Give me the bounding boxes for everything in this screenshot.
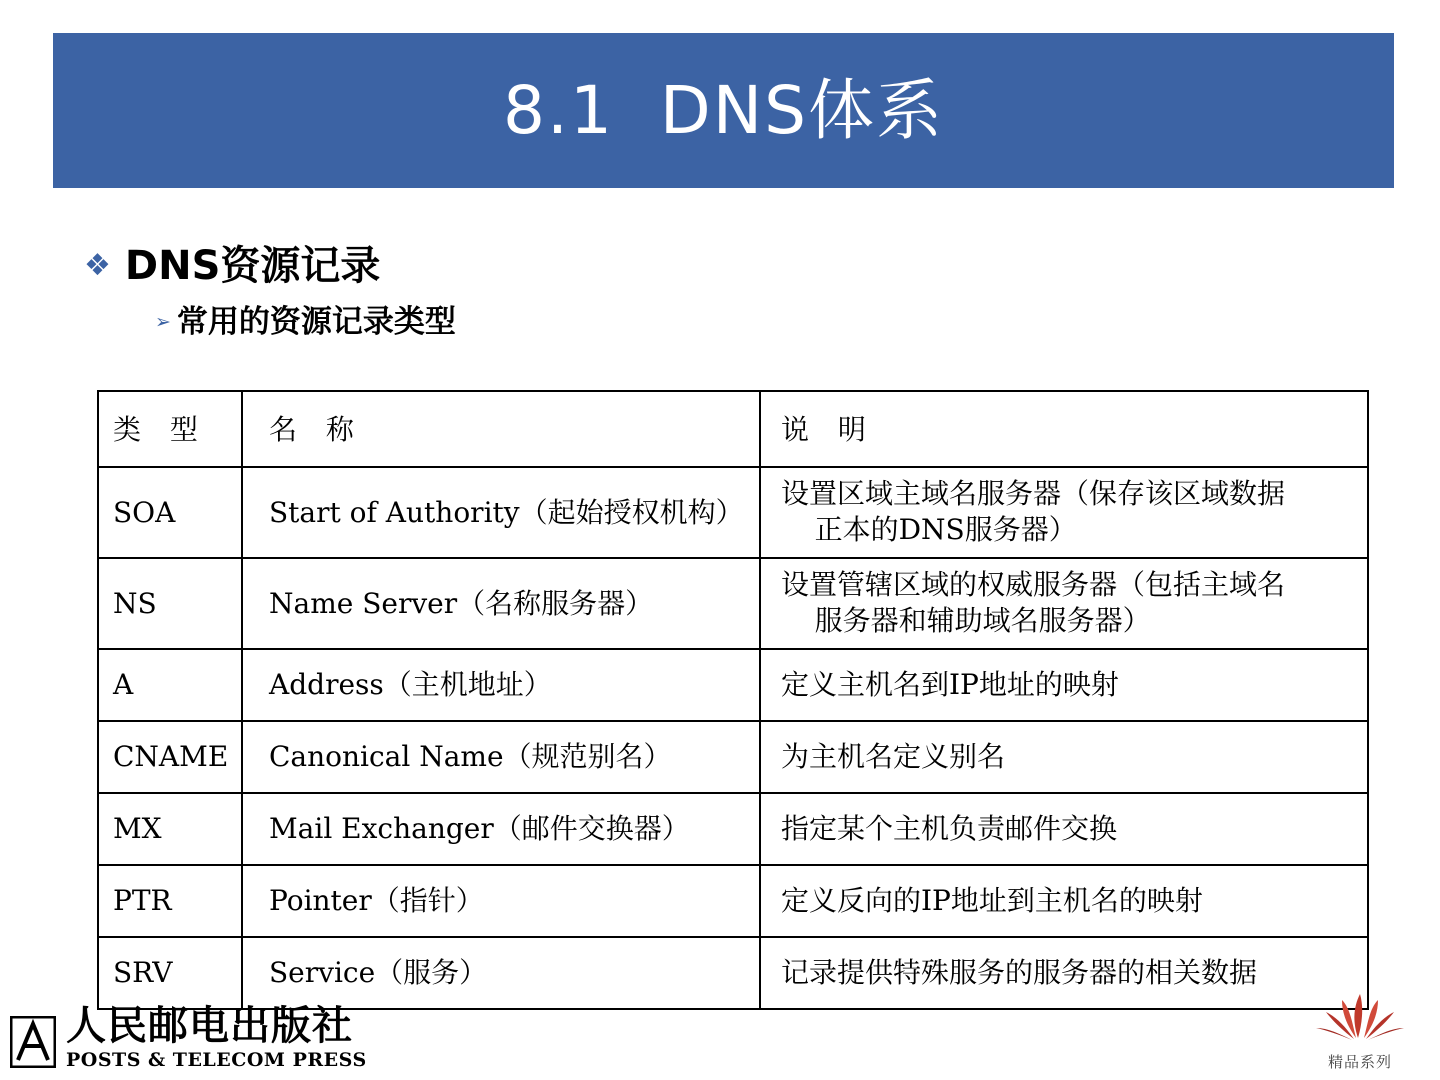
- table-row: [98, 865, 1368, 937]
- flower-burst-icon: [1312, 990, 1408, 1044]
- table-row: [98, 558, 1368, 649]
- record-desc: 记录提供特殊服务的服务器的相关数据: [760, 937, 1368, 1009]
- bullet-level1-label: DNS资源记录: [124, 243, 381, 289]
- arrow-bullet-icon: ➢: [155, 310, 171, 333]
- record-desc-line2: 正本的DNS服务器）: [814, 513, 1077, 547]
- table-row: [98, 793, 1368, 865]
- record-name: Mail Exchanger（邮件交换器）: [242, 793, 760, 865]
- record-desc: 定义主机名到IP地址的映射: [760, 649, 1368, 721]
- table-row: [98, 467, 1368, 558]
- record-name: Name Server（名称服务器）: [242, 558, 760, 649]
- series-label: 精品系列: [1327, 1053, 1392, 1071]
- publisher-mark-icon: [10, 1016, 56, 1068]
- slide-title-banner: [53, 33, 1394, 188]
- record-type: SOA: [98, 467, 242, 558]
- table-row: [98, 937, 1368, 1009]
- bullet-level1: [84, 244, 380, 288]
- record-type: PTR: [98, 865, 242, 937]
- record-desc: [760, 467, 1368, 558]
- table-row: [98, 649, 1368, 721]
- record-type: NS: [98, 558, 242, 649]
- bullet-level2-label: 常用的资源记录类型: [176, 304, 456, 340]
- record-name: Address（主机地址）: [242, 649, 760, 721]
- bullet-level2: [155, 305, 456, 339]
- resource-record-table: [97, 390, 1369, 1010]
- publisher-name-en: POSTS & TELECOM PRESS: [66, 1049, 367, 1072]
- record-name: Start of Authority（起始授权机构）: [242, 467, 760, 558]
- record-type: MX: [98, 793, 242, 865]
- record-name: Service（服务）: [242, 937, 760, 1009]
- publisher-logo: [10, 1002, 367, 1072]
- record-desc-line1: 设置区域主域名服务器（保存该区域数据: [781, 477, 1286, 510]
- record-desc: 指定某个主机负责邮件交换: [760, 793, 1368, 865]
- record-desc: 定义反向的IP地址到主机名的映射: [760, 865, 1368, 937]
- table-header-desc: 说 明: [760, 391, 1368, 467]
- record-type: SRV: [98, 937, 242, 1009]
- record-desc: [760, 558, 1368, 649]
- record-desc-line1: 设置管辖区域的权威服务器（包括主域名: [781, 567, 1286, 601]
- diamond-bullet-icon: ❖: [84, 248, 111, 283]
- series-logo: [1300, 990, 1420, 1072]
- page-title: 8.1 DNS体系: [502, 71, 944, 149]
- table-header-type: 类 型: [98, 391, 242, 467]
- record-name: Pointer（指针）: [242, 865, 760, 937]
- record-desc-line2: 服务器和辅助域名服务器）: [814, 604, 1151, 638]
- record-type: CNAME: [98, 721, 242, 793]
- table-row: [98, 721, 1368, 793]
- table-header-name: 名 称: [242, 391, 760, 467]
- record-name: Canonical Name（规范别名）: [242, 721, 760, 793]
- table-header-row: [98, 391, 1368, 467]
- record-type: A: [98, 649, 242, 721]
- publisher-name-cn: 人民邮电出版社: [66, 1002, 353, 1050]
- record-desc: 为主机名定义别名: [760, 721, 1368, 793]
